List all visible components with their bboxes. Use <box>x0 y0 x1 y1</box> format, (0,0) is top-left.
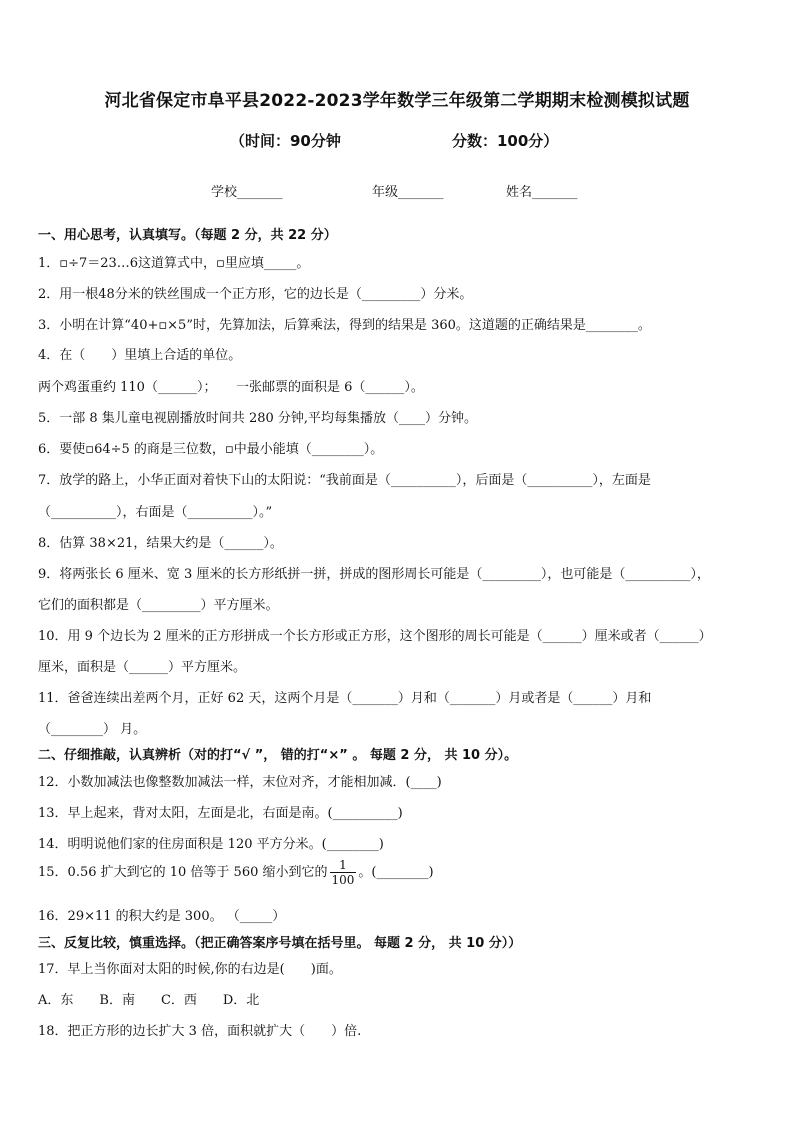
question-13: 13．早上起来，背对太阳，左面是北，右面是南。(__________) <box>38 806 403 821</box>
question-10-line-2: 厘米，面积是（______）平方厘米。 <box>38 660 247 675</box>
exam-score: 分数：100分） <box>452 132 559 150</box>
question-7-line-1: 7．放学的路上，小华正面对着快下山的太阳说：“我前面是（__________），后面是（__________），左面是 <box>38 473 651 488</box>
question-15-text: 15．0.56 扩大到它的 10 倍等于 560 缩小到它的 <box>38 865 328 880</box>
question-12: 12．小数加减法也像整数加减法一样，末位对齐，才能相加减．(____) <box>38 775 442 790</box>
question-4: 4．在（ ）里填上合适的单位。 <box>38 348 242 363</box>
page-title: 河北省保定市阜平县2022-2023学年数学三年级第二学期期末检测模拟试题 <box>104 91 690 111</box>
question-15-blank: 。(________) <box>358 865 434 880</box>
question-17-options: A．东 B．南 C．西 D．北 <box>38 993 260 1008</box>
question-6: 6．要使▫64÷5 的商是三位数，▫中最小能填（________）。 <box>38 442 384 457</box>
question-14: 14．明明说他们家的住房面积是 120 平方分米。(________) <box>38 837 384 852</box>
grade-field: 年级_______ <box>372 185 444 200</box>
question-9-line-2: 它们的面积都是（_________）平方厘米。 <box>38 598 279 613</box>
question-1: 1．▫÷7＝23…6这道算式中，▫里应填_____。 <box>38 256 310 271</box>
name-field: 姓名_______ <box>506 185 578 200</box>
question-7-line-2: （__________），右面是（__________）。” <box>38 505 273 520</box>
question-11-line-2: （________） 月。 <box>38 722 147 737</box>
question-3: 3．小明在计算“40+▫×5”时，先算加法，后算乘法，得到的结果是 360。这道题的正确结果是________。 <box>38 318 651 333</box>
school-field: 学校_______ <box>211 185 283 200</box>
fraction-numerator: 1 <box>330 858 357 873</box>
question-2: 2．用一根48分米的铁丝围成一个正方形，它的边长是（_________）分米。 <box>38 287 473 302</box>
section-2-heading: 二、仔细推敲，认真辨析（对的打“√ ”， 错的打“×” 。 每题 2 分， 共 10 分）。 <box>38 748 518 763</box>
question-11-line-1: 11．爸爸连续出差两个月，正好 62 天，这两个月是（_______）月和（_______）月或者是（______）月和 <box>38 691 652 706</box>
section-1-heading: 一、用心思考，认真填写。（每题 2 分，共 22 分） <box>38 228 337 243</box>
question-18: 18．把正方形的边长扩大 3 倍，面积就扩大（ ）倍. <box>38 1024 362 1039</box>
fraction-denominator: 100 <box>331 873 355 887</box>
fraction-one-hundredth <box>330 858 357 887</box>
question-9-line-1: 9．将两张长 6 厘米、宽 3 厘米的长方形纸拼一拼，拼成的图形周长可能是（_________），也可能是（__________）， <box>38 567 710 582</box>
question-8: 8．估算 38×21，结果大约是（______）。 <box>38 536 283 551</box>
section-3-heading: 三、反复比较，慎重选择。（把正确答案序号填在括号里。 每题 2 分， 共 10 分）） <box>38 936 522 951</box>
question-10-line-1: 10．用 9 个边长为 2 厘米的正方形拼成一个长方形或正方形，这个图形的周长可能是（______）厘米或者（______） <box>38 629 712 644</box>
exam-time: （时间：90分钟 <box>230 132 341 150</box>
question-15 <box>38 858 434 887</box>
question-17: 17．早上当你面对太阳的时候,你的右边是( )面。 <box>38 962 342 977</box>
question-4-parts: 两个鸡蛋重约 110（______）； 一张邮票的面积是 6（______）。 <box>38 380 424 395</box>
question-5: 5．一部 8 集儿童电视剧播放时间共 280 分钟,平均每集播放（____）分钟。 <box>38 411 478 426</box>
question-16: 16．29×11 的积大约是 300。 （_____） <box>38 909 286 924</box>
